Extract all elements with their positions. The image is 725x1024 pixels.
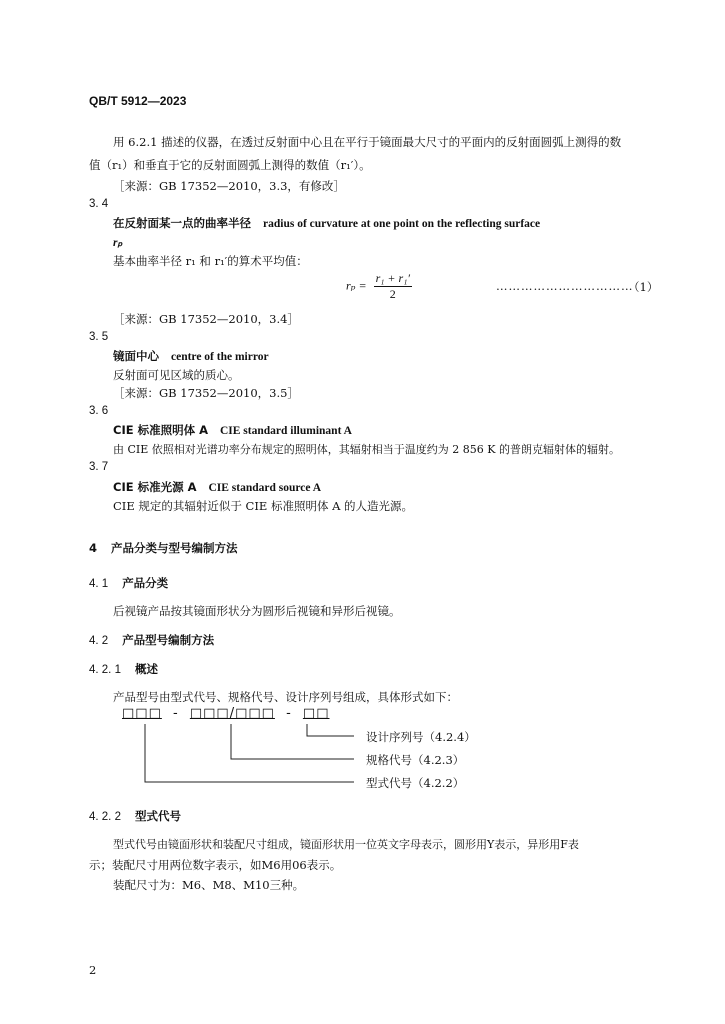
section-title: 产品分类 — [122, 576, 169, 590]
term-en: CIE standard illuminant A — [219, 425, 352, 437]
section-title: 产品型号编制方法 — [122, 633, 215, 647]
section-number: 4. 1 — [89, 578, 109, 590]
section-number: 4 — [89, 541, 98, 555]
clause-number: 3. 7 — [89, 461, 109, 473]
paragraph-line: 用 6.2.1 描述的仪器，在透过反射面中心且在平行于镜面最大尺寸的平面内的反射面圆弧上测得的数 — [113, 135, 622, 149]
format-dash: - — [173, 706, 179, 721]
paragraph-line: 装配尺寸为：M6、M8、M10三种。 — [113, 878, 305, 892]
term-cn: CIE 标准照明体 A — [113, 423, 208, 437]
term-cn: 镜面中心 — [113, 349, 159, 363]
spec-code-boxes: □□□/□□□ — [189, 706, 275, 721]
term-en: CIE standard source A — [208, 482, 322, 494]
section-title: 产品分类与型号编制方法 — [111, 541, 238, 555]
source-note: ［来源：GB 17352—2010，3.4］ — [113, 312, 299, 326]
term-definition: CIE 规定的其辐射近似于 CIE 标准照明体 A 的人造光源。 — [113, 499, 414, 513]
term-en: centre of the mirror — [171, 351, 269, 363]
type-label: 型式代号（4.2.2） — [366, 776, 465, 790]
serial-code-boxes: □□ — [302, 706, 330, 721]
term-definition: 由 CIE 依照相对光谱功率分布规定的照明体，其辐射相当于温度约为 2 856 K 的普朗克辐射体的辐射。 — [113, 443, 620, 456]
clause-number: 3. 4 — [89, 198, 109, 210]
source-note: ［来源：GB 17352—2010，3.3，有修改］ — [113, 179, 345, 193]
subsection-heading — [89, 808, 181, 824]
section-number: 4. 2 — [89, 635, 109, 647]
spec-connector-line — [231, 724, 354, 759]
section-number: 4. 2. 1 — [89, 664, 121, 676]
term-cn: 在反射面某一点的曲率半径 — [113, 216, 251, 230]
standard-code-header: QB/T 5912—2023 — [89, 94, 187, 108]
page-number: 2 — [89, 963, 97, 977]
type-code-boxes: □□□ — [122, 706, 162, 721]
paragraph: 后视镜产品按其镜面形状分为圆形后视镜和异形后视镜。 — [113, 604, 401, 618]
term-cn: CIE 标准光源 A — [113, 480, 197, 494]
paragraph-line: 型式代号由镜面形状和装配尺寸组成，镜面形状用一位英文字母表示，圆形用Y表示，异形用F表 — [113, 838, 579, 851]
paragraph: 产品型号由型式代号、规格代号、设计序列号组成，具体形式如下： — [113, 690, 458, 704]
spec-label: 规格代号（4.2.3） — [366, 753, 465, 767]
clause-number: 3. 5 — [89, 331, 109, 343]
section-number: 4. 2. 2 — [89, 811, 121, 823]
term-definition: 反射面可见区域的质心。 — [113, 368, 240, 382]
term-en: radius of curvature at one point on the reflecting surface — [263, 218, 541, 230]
paragraph-line: 示；装配尺寸用两位数字表示，如M6用06表示。 — [89, 858, 342, 872]
serial-connector-line — [307, 724, 354, 736]
formula-number: （1） — [628, 280, 659, 294]
type-connector-line — [145, 724, 354, 782]
section-title: 型式代号 — [134, 809, 181, 823]
formula-denominator: 2 — [389, 287, 396, 301]
formula-lhs: rₚ = — [346, 278, 367, 293]
paragraph-line: 值（r₁）和垂直于它的反射面圆弧上测得的数值（r₁′）。 — [89, 158, 371, 172]
term-definition: 基本曲率半径 r₁ 和 r₁′的算术平均值： — [113, 254, 308, 268]
formula-numerator: r₁ + r₁′ — [375, 271, 410, 285]
section-title: 概述 — [134, 662, 158, 676]
source-note: ［来源：GB 17352—2010，3.5］ — [113, 386, 299, 400]
serial-label: 设计序列号（4.2.4） — [366, 730, 476, 744]
clause-number: 3. 6 — [89, 405, 109, 417]
formula-leader-dots: …………………………… — [496, 279, 634, 293]
term-symbol: rₚ — [113, 237, 123, 249]
format-dash: - — [286, 706, 292, 721]
